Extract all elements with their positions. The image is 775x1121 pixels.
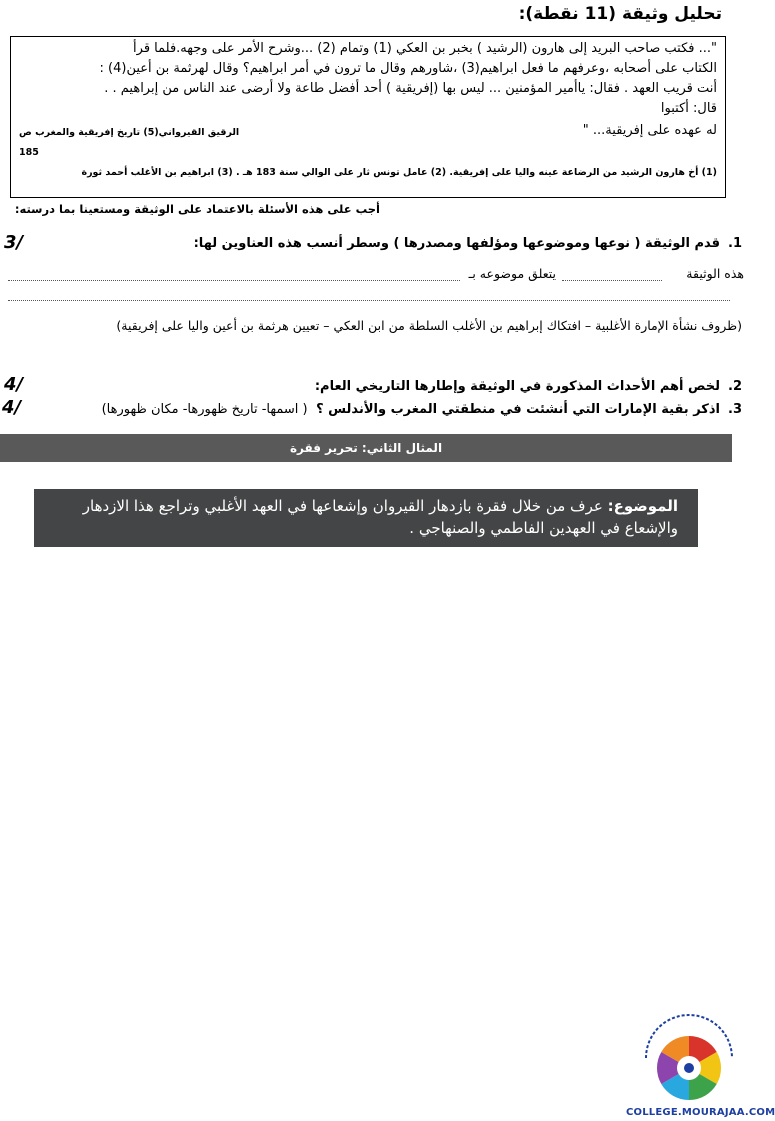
answer-dots[interactable] xyxy=(8,280,460,281)
document-line: له عهده على إفريقية... " xyxy=(582,123,717,138)
answer-middle: يتعلق موضوعه بـ xyxy=(468,266,556,281)
document-box xyxy=(10,36,726,198)
question-text: لخص أهم الأحداث المذكورة في الوثيقة وإطارها التاريخي العام: xyxy=(314,379,720,394)
topic-label: الموضوع: xyxy=(607,497,678,515)
logo-icon xyxy=(626,1020,752,1104)
logo-text[interactable]: COLLEGE.MOURAJAA.COM xyxy=(626,1107,775,1118)
section-bar: المثال الثاني: تحرير فقرة xyxy=(0,434,732,462)
answer-dots[interactable] xyxy=(562,280,662,281)
document-footnotes: (1) أخ هارون الرشيد من الرضاعة عينه واليا على إفريقية. (2) عامل تونس ثار على الوالي سنة 183 هـ . (3) ابراهيم بن الأغلب أحمد ثورة xyxy=(81,167,717,178)
question-number: 2. xyxy=(728,379,742,394)
question-points: 4/ xyxy=(2,397,22,418)
question-points: 4/ xyxy=(4,374,24,395)
question-text-extra: ( اسمها- تاريخ ظهورها- مكان ظهورها) xyxy=(101,402,308,417)
page-heading: تحليل وثيقة (11 نقطة): xyxy=(518,4,722,24)
answer-dots[interactable] xyxy=(8,300,730,301)
question-text: قدم الوثيقة ( نوعها وموضوعها ومؤلفها ومصدرها ) وسطر أنسب هذه العناوين لها: xyxy=(193,236,720,251)
question-3 xyxy=(102,402,742,417)
instruction: أجب على هذه الأسئلة بالاعتماد على الوثيقة ومستعينا بما درسته: xyxy=(14,202,380,216)
document-line: الكتاب على أصحابه ،وعرفهم ما فعل ابراهيم(3) ،شاورهم وقال ما ترون في أمر ابراهيم؟ وقال لهرثمة بن أعين(4) : xyxy=(99,61,717,76)
topic-box xyxy=(34,489,698,547)
document-source: الرقيق القيرواني(5) تاريخ إفريقية والمغرب ص xyxy=(19,127,240,138)
document-line: "... فكتب صاحب البريد إلى هارون (الرشيد ) بخبر بن العكي (1) وتمام (2) ...وشرح الأمر على وجهه.فلما قرأ xyxy=(133,41,717,56)
document-line: قال: أكتبوا xyxy=(660,101,717,116)
document-line: أنت قريب العهد . فقال: ياأمير المؤمنين ... ليس بها (إفريقية ) أحد أفضل طاعة ولا أرضى عند الناس من إبراهيم . . xyxy=(104,81,717,96)
question-2 xyxy=(315,379,742,394)
question-1 xyxy=(194,236,742,251)
site-logo xyxy=(626,1020,775,1120)
question-points: 3/ xyxy=(4,232,24,253)
question-number: 3. xyxy=(728,402,742,417)
question-text: اذكر بقية الإمارات التي أنشئت في منطقتي المغرب والأندلس ؟ xyxy=(316,402,720,417)
topic-text: عرف من خلال فقرة بازدهار القيروان وإشعاعها في العهد الأغلبي وتراجع هذا الازدهار والإشعاع في العهدين الفاطمي والصنهاجي . xyxy=(82,497,678,537)
question-number: 1. xyxy=(728,236,742,251)
answer-start: هذه الوثيقة xyxy=(686,266,744,281)
titles-hint: (ظروف نشأة الإمارة الأغلبية – افتكاك إبراهيم بن الأغلب السلطة من ابن العكي – تعيين هرثمة بن أعين واليا على إفريقية) xyxy=(116,318,742,333)
document-source-page: 185 xyxy=(19,147,39,158)
